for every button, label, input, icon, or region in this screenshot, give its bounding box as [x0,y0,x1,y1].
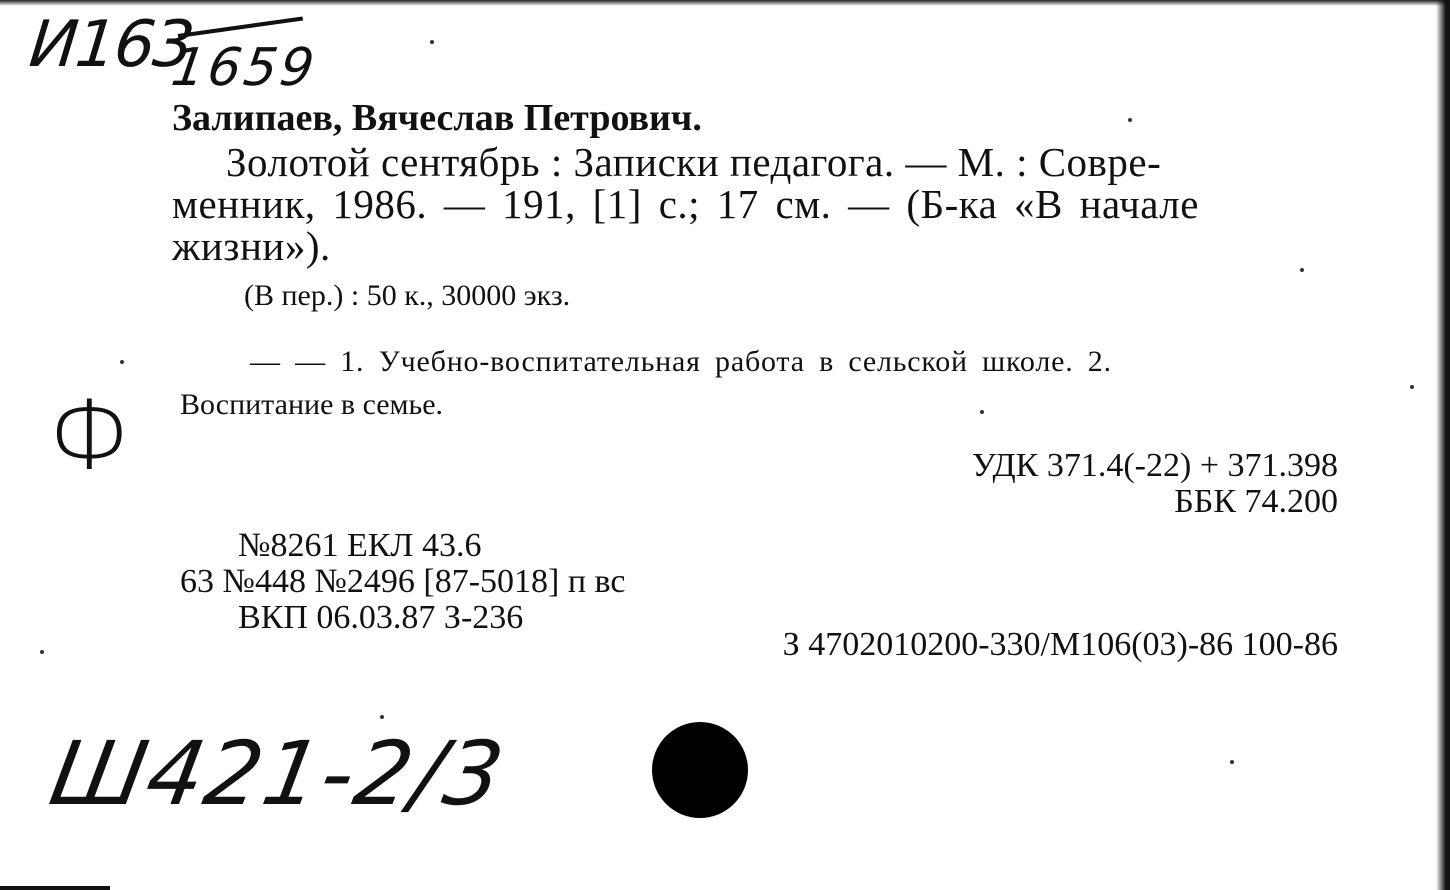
catalog-line-3: ВКП 06.03.87 З-236 [238,599,524,636]
subjects-line-1: — — 1. Учебно-воспитательная работа в сельской школе. 2. [250,345,1112,378]
scan-speck [1410,385,1414,389]
title-line-3: жизни»). [172,223,331,269]
handwritten-shelf-mark: Ш421-2/3 [42,722,513,825]
scan-speck [120,360,124,364]
title-line-1: Золотой сентябрь : Записки педагога. — М. : Совре- [226,139,1162,185]
scan-speck [1300,268,1304,272]
scan-speck [1230,760,1234,764]
udk-classification: УДК 371.4(-22) + 371.398 [971,447,1338,484]
scan-speck [40,650,44,654]
scan-speck [380,715,384,719]
title-line-2: менник, 1986. — 191, [1] с.; 17 см. — (Б-ка «В начале [172,181,1199,227]
handwritten-call-number: И163 [26,8,196,82]
handwritten-overline [178,16,303,37]
card-bottom-edge [0,886,110,890]
isbn-code-line: З 4702010200-330/М106(03)-86 100-86 [782,626,1338,663]
scan-speck [980,410,984,414]
scan-speck [1128,118,1132,122]
handwritten-number: 1659 [167,38,321,98]
catalog-line-1: №8261 ЕКЛ 43.6 [238,527,482,564]
subjects-line-2: Воспитание в семье. [180,388,444,421]
scan-speck [430,40,434,44]
bbk-classification: ББК 74.200 [1174,483,1338,520]
card-top-edge [0,0,1450,6]
card-punch-hole [652,722,748,818]
card-right-edge [1436,0,1450,890]
author-heading: Залипаев, Вячеслав Петрович. [172,97,702,139]
handwritten-phi-symbol: Ф [48,380,131,492]
price-line: (В пер.) : 50 к., 30000 экз. [244,279,571,312]
catalog-line-2: 63 №448 №2496 [87-5018] п вс [180,563,626,600]
